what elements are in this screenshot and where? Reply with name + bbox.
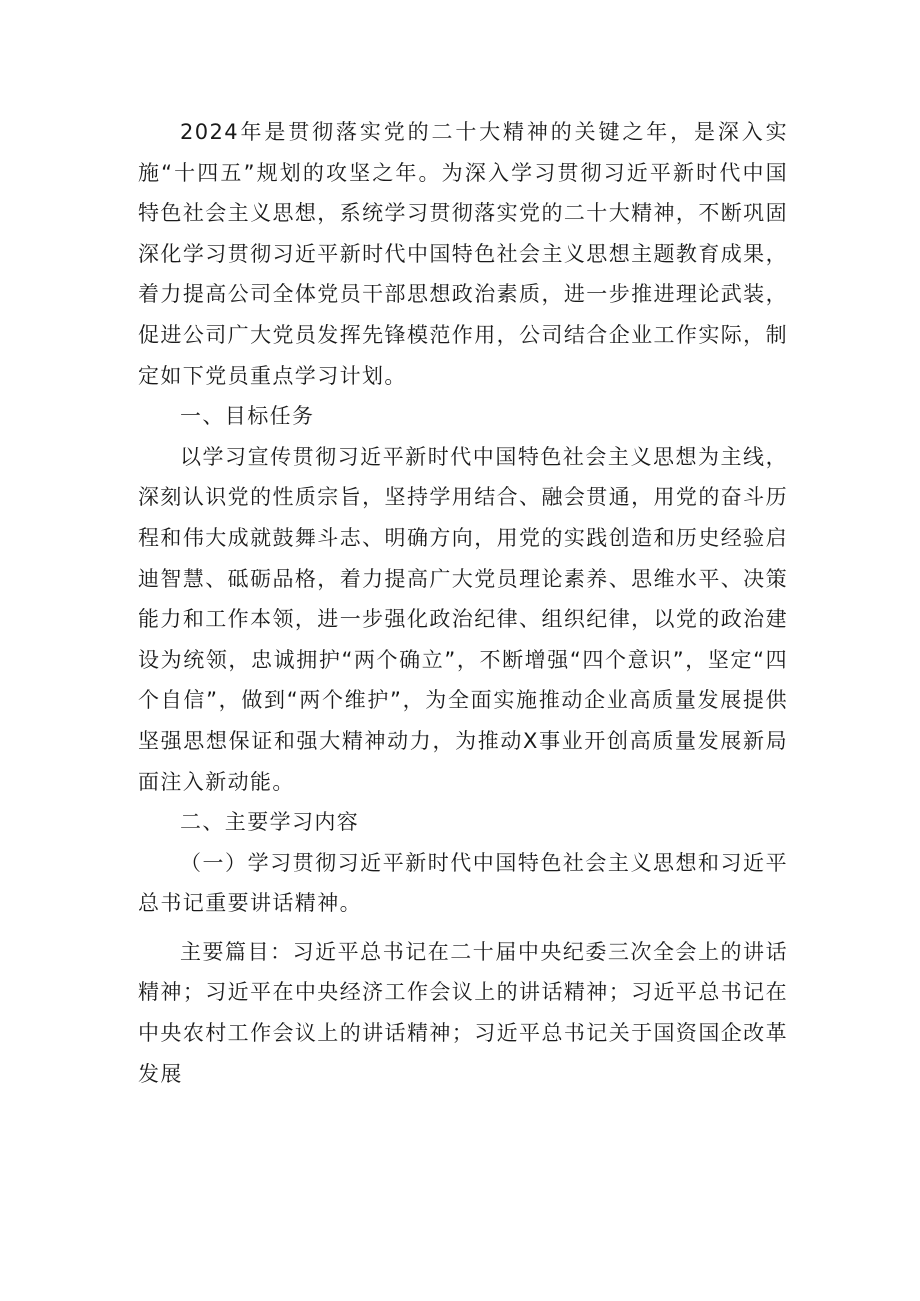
intro-paragraph: 2024年是贯彻落实党的二十大精神的关键之年，是深入实施“十四五”规划的攻坚之年。为深入学习贯彻习近平新时代中国特色社会主义思想，系统学习贯彻落实党的二十大精神，不断巩固深化学习贯彻习近平新时代中国特色社会主义思想主题教育成果，着力提高公司全体党员干部思想政治素质，进一步推进理论武装，促进公司广大党员发挥先锋模范作用，公司结合企业工作实际，制定如下党员重点学习计划。: [138, 120, 788, 388]
document-body: [138, 112, 788, 1094]
main-texts-paragraph: 主要篇目：习近平总书记在二十届中央纪委三次全会上的讲话精神；习近平在中央经济工作会议上的讲话精神；习近平总书记在中央农村工作会议上的讲话精神；习近平总书记关于国资国企改革发展: [138, 939, 788, 1086]
section-heading-goals: 一、目标任务: [180, 404, 315, 429]
section-heading-study-content: 二、主要学习内容: [180, 810, 360, 835]
goals-paragraph: 以学习宣传贯彻习近平新时代中国特色社会主义思想为主线，深刻认识党的性质宗旨，坚持学用结合、融会贯通，用党的奋斗历程和伟大成就鼓舞斗志、明确方向，用党的实践创造和历史经验启迪智慧、砥砺品格，着力提高广大党员理论素养、思维水平、决策能力和工作本领，进一步强化政治纪律、组织纪律，以党的政治建设为统领，忠诚拥护“两个确立”，不断增强“四个意识”，坚定“四个自信”，做到“两个维护”，为全面实施推动企业高质量发展提供坚强思想保证和强大精神动力，为推动X事业开创高质量发展新局面注入新动能。: [138, 444, 788, 794]
subsection-heading-study-thought: （一）学习贯彻习近平新时代中国特色社会主义思想和习近平总书记重要讲话精神。: [138, 850, 788, 916]
